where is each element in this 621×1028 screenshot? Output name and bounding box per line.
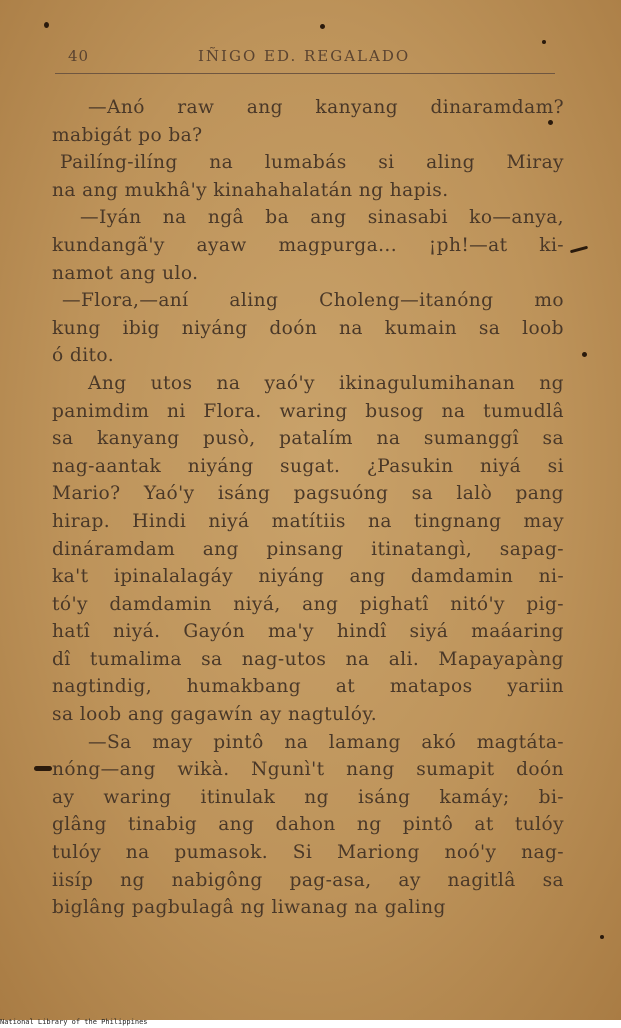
text-line: na ang mukhâ'y kinahahalatán ng hapis.	[52, 179, 449, 201]
page-number: 40	[68, 47, 90, 65]
header-rule	[55, 73, 555, 74]
text-line: sa loob ang gagawín ay nagtulóy.	[52, 704, 378, 726]
text-line: —Flora,—aní aling Choleng—itanóng mo	[62, 290, 564, 312]
text-line: tó'y damdamin niyá, ang pighatî nitó'y pig-	[52, 593, 564, 615]
ink-speck	[582, 352, 587, 357]
text-line: ka't ipinalalagáy niyáng ang damdamin ni-	[52, 566, 564, 588]
text-line: glâng tinabig ang dahon ng pintô at tulóy	[52, 814, 564, 836]
footer-credit-bar	[0, 1020, 621, 1028]
text-line: tulóy na pumasok. Si Mariong noó'y nag-	[52, 842, 564, 864]
text-line: dî tumalima sa nag-utos na ali. Mapayapàng	[52, 648, 564, 670]
text-line: kundangã'y ayaw magpurga... ¡ph!—at ki-	[52, 234, 564, 256]
ink-speck	[542, 40, 546, 44]
ink-speck	[570, 246, 588, 254]
text-line: —Anó raw ang kanyang dinaramdam?	[88, 97, 564, 118]
text-line: hatî niyá. Gayón ma'y hindî siyá maáaring	[52, 621, 564, 643]
text-line: Mario? Yaó'y isáng pagsuóng sa lalò pang	[52, 483, 564, 505]
text-line: dináramdam ang pinsang itinatangì, sapag-	[52, 538, 564, 560]
text-line: Pailíng-ilíng na lumabás si aling Miray	[60, 152, 564, 174]
footer-credit: National Library of the Philippines	[0, 1018, 148, 1026]
text-line: namot ang ulo.	[52, 262, 199, 284]
text-line: iisíp ng nabigông pag-asa, ay nagitlâ sa	[52, 869, 564, 891]
page-header	[62, 45, 562, 69]
text-line: hirap. Hindi niyá matítiis na tingnang may	[52, 510, 564, 532]
running-head: IÑIGO ED. REGALADO	[198, 47, 411, 65]
ink-speck	[44, 22, 49, 28]
text-line: —Sa may pintô na lamang akó magtáta-	[88, 731, 564, 753]
ink-speck	[600, 935, 604, 939]
text-line: mabigát po ba?	[52, 124, 203, 146]
text-line: nagtindig, humakbang at matapos yariin	[52, 676, 564, 698]
text-line: panimdim ni Flora. waring busog na tumudlâ	[52, 400, 564, 422]
ink-speck	[34, 766, 52, 771]
text-line: biglâng pagbulagâ ng liwanag na galing	[52, 897, 446, 919]
text-line: ó dito.	[52, 345, 115, 367]
text-line: nóng—ang wikà. Ngunì't nang sumapit doón	[52, 759, 564, 781]
body-text	[52, 94, 564, 922]
text-line: Ang utos na yaó'y ikinagulumihanan ng	[88, 372, 564, 394]
text-line: nag-aantak niyáng sugat. ¿Pasukin niyá si	[52, 455, 564, 477]
text-line: ay waring itinulak ng isáng kamáy; bi-	[52, 786, 564, 808]
text-line: kung ibig niyáng doón na kumain sa loob	[52, 317, 564, 339]
ink-speck	[320, 24, 325, 29]
text-line: —Iyán na ngâ ba ang sinasabi ko—anya,	[80, 207, 564, 229]
text-line: sa kanyang pusò, patalím na sumanggî sa	[52, 428, 564, 450]
